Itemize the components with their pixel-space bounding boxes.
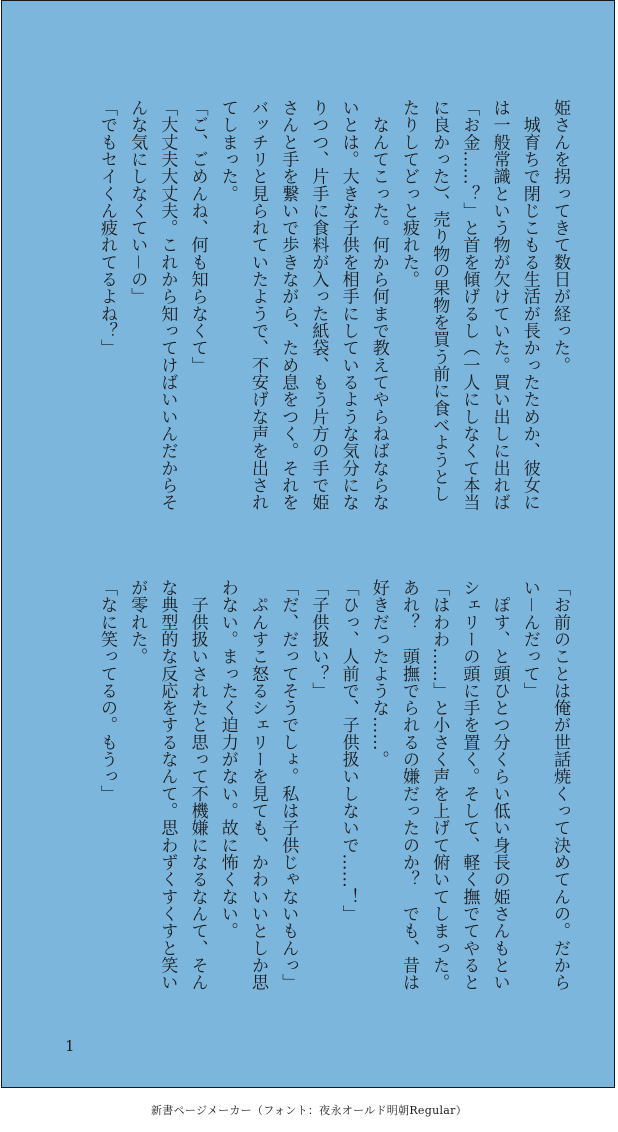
text-column: な典型的な反応をするなんて。思わずくすくすと笑い: [157, 579, 178, 991]
text-column: さんと手を繋いで歩きながら、ため息をつく。それを: [278, 99, 299, 511]
text-column: い－んだって」: [519, 579, 540, 700]
text-column: んな気にしなくてい－の」: [127, 99, 148, 305]
text-column: 「ひっ、人前で、子供扱いしないで……！」: [338, 579, 359, 923]
text-column: 「だ、だってそうでしょ。私は子供じゃないもんっ」: [278, 579, 299, 991]
text-column: なんてこった。何から何まで教えてやらねばならな: [368, 99, 389, 511]
text-column: 「ご、ごめんね、何も知らなくて」: [187, 99, 208, 374]
novel-page: [1, 0, 615, 1088]
text-column: あれ？ 頭撫でられるの嫌だったのか？ でも、昔は: [399, 579, 419, 991]
page-number: 1: [65, 1037, 75, 1055]
text-column: 「大丈夫大丈夫。これから知ってけばいいんだからそ: [157, 99, 178, 511]
text-column: シェリーの頭に手を置く。そして、軽く撫でてやると: [459, 579, 480, 991]
text-column: 好きだったような……。: [368, 579, 389, 768]
text-column: わない。まったく迫力がない。故に怖くない。: [217, 579, 238, 940]
text-column: は一般常識という物が欠けていた。買い出しに出れば: [489, 99, 510, 511]
text-column: りつつ、片手に食料が入った紙袋、もう片方の手で姫: [308, 99, 329, 511]
text-column: ぽす、と頭ひとつ分くらい低い身長の姫さんもとい: [489, 579, 510, 991]
text-column: 城育ちで閉じこもる生活が長かったためか、彼女に: [519, 99, 540, 511]
text-column: が零れた。: [127, 579, 148, 665]
text-column: 「なに笑ってるの。もうっ」: [97, 579, 117, 803]
text-column: ぷんすこ怒るシェリーを見ても、かわいいとしか思: [248, 579, 268, 991]
text-column: 姫さんを拐ってきて数日が経った。: [550, 99, 570, 374]
text-column: 「でもセイくん疲れてるよね？」: [97, 99, 117, 357]
text-column: たりしてどっと疲れた。: [399, 99, 419, 288]
text-column: 「お金……？」と首を傾げるし（一人にしなくて本当: [459, 99, 480, 511]
text-column: 「子供扱い？」: [308, 579, 329, 700]
text-column: バッチリと見られていたようで、不安げな声を出され: [248, 99, 268, 511]
text-column: に良かった）、売り物の果物を買う前に食べようとし: [429, 99, 450, 503]
text-column: 子供扱いされたと思って不機嫌になるなんて、そん: [187, 579, 208, 991]
text-column: 「お前のことは俺が世話焼くって決めてんの。だから: [550, 579, 570, 991]
text-column: 「はわわ……」と小さく声を上げて俯いてしまった。: [429, 579, 450, 991]
footer-credit: 新書ページメーカー（フォント：夜永オールド明朝Regular）: [150, 1104, 467, 1117]
text-column: てしまった。: [217, 99, 238, 202]
text-column: いとは。大きな子供を相手にしているような気分にな: [338, 99, 359, 511]
